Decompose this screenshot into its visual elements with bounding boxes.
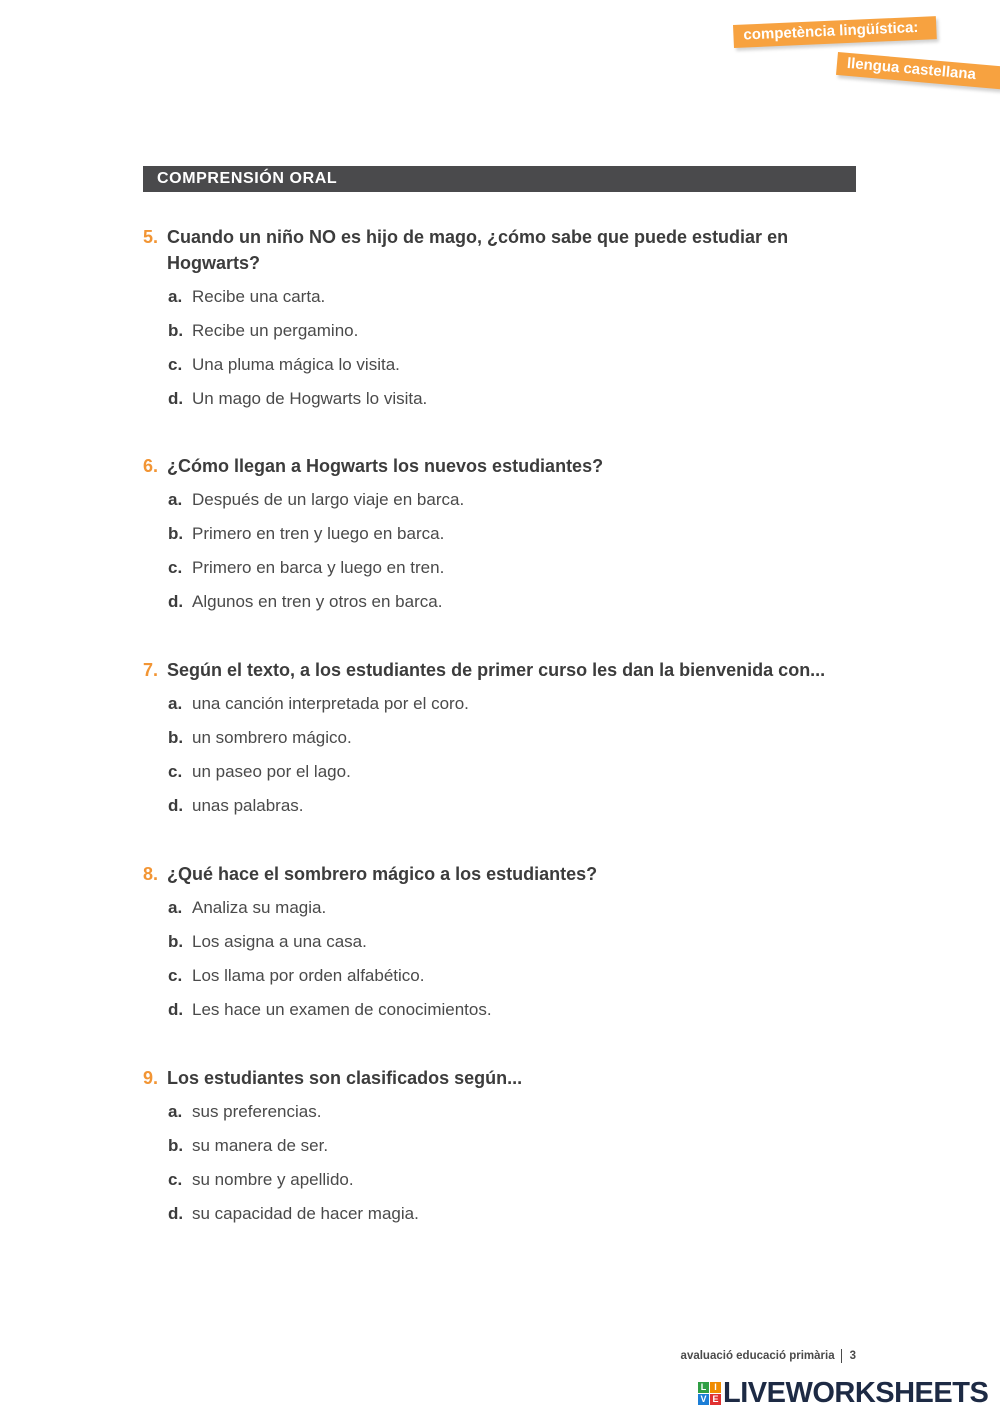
answer-option-a[interactable] xyxy=(143,693,863,727)
option-letter: d. xyxy=(168,1204,184,1223)
answer-option-d[interactable] xyxy=(143,795,863,829)
question-text: ¿Qué hace el sombrero mágico a los estudiantes? xyxy=(167,864,598,884)
logo-cell: I xyxy=(710,1382,721,1393)
option-letter: b. xyxy=(168,321,184,340)
answer-option-c[interactable] xyxy=(143,354,863,388)
question-number: 6. xyxy=(143,456,159,476)
page-number: 3 xyxy=(849,1350,856,1363)
question-heading xyxy=(143,657,863,683)
page-footer xyxy=(640,1349,856,1363)
question-heading xyxy=(143,453,863,479)
option-text: su nombre y apellido. xyxy=(192,1170,354,1189)
option-text: Recibe un pergamino. xyxy=(192,321,359,340)
answer-options xyxy=(143,693,863,829)
option-letter: a. xyxy=(168,1102,183,1121)
answer-option-d[interactable] xyxy=(143,1203,863,1237)
section-title: COMPRENSIÓN ORAL xyxy=(157,170,338,187)
question-text: ¿Cómo llegan a Hogwarts los nuevos estudiantes? xyxy=(167,456,604,476)
option-text: Algunos en tren y otros en barca. xyxy=(192,592,443,611)
option-text: un sombrero mágico. xyxy=(192,728,352,747)
option-text: Después de un largo viaje en barca. xyxy=(192,490,465,509)
answer-option-c[interactable] xyxy=(143,1169,863,1203)
question-number: 9. xyxy=(143,1068,159,1088)
option-letter: c. xyxy=(168,355,183,374)
option-text: unas palabras. xyxy=(192,796,304,815)
question-9 xyxy=(143,1065,863,1237)
question-heading xyxy=(143,1065,863,1091)
answer-options xyxy=(143,286,863,422)
footer-text: avaluació educació primària xyxy=(680,1350,835,1363)
option-letter: d. xyxy=(168,796,184,815)
option-letter: a. xyxy=(168,898,183,917)
option-letter: b. xyxy=(168,1136,184,1155)
answer-option-a[interactable] xyxy=(143,286,863,320)
option-text: Una pluma mágica lo visita. xyxy=(192,355,400,374)
option-letter: c. xyxy=(168,1170,183,1189)
option-letter: a. xyxy=(168,694,183,713)
question-5 xyxy=(143,224,863,422)
answer-option-c[interactable] xyxy=(143,557,863,591)
option-letter: b. xyxy=(168,524,184,543)
footer-divider xyxy=(841,1349,842,1363)
option-text: una canción interpretada por el coro. xyxy=(192,694,469,713)
answer-option-b[interactable] xyxy=(143,1135,863,1169)
answer-option-b[interactable] xyxy=(143,320,863,354)
question-8 xyxy=(143,861,863,1033)
option-text: Primero en tren y luego en barca. xyxy=(192,524,445,543)
answer-option-a[interactable] xyxy=(143,489,863,523)
option-text: su manera de ser. xyxy=(192,1136,329,1155)
question-6 xyxy=(143,453,863,625)
option-letter: a. xyxy=(168,287,183,306)
answer-options xyxy=(143,897,863,1033)
liveworksheets-logo xyxy=(698,1378,988,1408)
liveworksheets-mark-icon xyxy=(698,1382,721,1405)
option-text: Analiza su magia. xyxy=(192,898,327,917)
question-text: Los estudiantes son clasificados según... xyxy=(167,1068,523,1088)
logo-cell: V xyxy=(698,1394,709,1405)
option-letter: c. xyxy=(168,966,183,985)
question-text: Cuando un niño NO es hijo de mago, ¿cómo sabe que puede estudiar en Hogwarts? xyxy=(167,227,789,273)
question-heading xyxy=(143,224,863,276)
section-header-bar xyxy=(143,166,856,192)
question-number: 7. xyxy=(143,660,159,680)
option-text: Los llama por orden alfabético. xyxy=(192,966,425,985)
option-letter: d. xyxy=(168,389,184,408)
answer-option-d[interactable] xyxy=(143,591,863,625)
option-letter: b. xyxy=(168,932,184,951)
answer-option-a[interactable] xyxy=(143,897,863,931)
question-heading xyxy=(143,861,863,887)
logo-cell: E xyxy=(710,1394,721,1405)
answer-option-a[interactable] xyxy=(143,1101,863,1135)
answer-options xyxy=(143,489,863,625)
answer-option-b[interactable] xyxy=(143,931,863,965)
option-letter: a. xyxy=(168,490,183,509)
subject-tag-language: llengua castellana xyxy=(836,52,1000,89)
option-text: Los asigna a una casa. xyxy=(192,932,367,951)
answer-option-b[interactable] xyxy=(143,727,863,761)
answer-option-b[interactable] xyxy=(143,523,863,557)
answer-options xyxy=(143,1101,863,1237)
option-letter: b. xyxy=(168,728,184,747)
option-letter: c. xyxy=(168,558,183,577)
option-text: Recibe una carta. xyxy=(192,287,326,306)
option-letter: c. xyxy=(168,762,183,781)
option-text: Primero en barca y luego en tren. xyxy=(192,558,445,577)
question-number: 5. xyxy=(143,227,159,247)
option-letter: d. xyxy=(168,592,184,611)
logo-cell: L xyxy=(698,1382,709,1393)
logo-wordmark: LIVEWORKSHEETS xyxy=(723,1377,989,1409)
question-7 xyxy=(143,657,863,829)
answer-option-c[interactable] xyxy=(143,761,863,795)
option-letter: d. xyxy=(168,1000,184,1019)
answer-option-c[interactable] xyxy=(143,965,863,999)
option-text: sus preferencias. xyxy=(192,1102,322,1121)
option-text: Un mago de Hogwarts lo visita. xyxy=(192,389,428,408)
subject-tag-competence: competència lingüística: xyxy=(733,16,937,48)
question-number: 8. xyxy=(143,864,159,884)
option-text: su capacidad de hacer magia. xyxy=(192,1204,419,1223)
option-text: Les hace un examen de conocimientos. xyxy=(192,1000,492,1019)
answer-option-d[interactable] xyxy=(143,999,863,1033)
question-text: Según el texto, a los estudiantes de primer curso les dan la bienvenida con... xyxy=(167,660,826,680)
answer-option-d[interactable] xyxy=(143,388,863,422)
option-text: un paseo por el lago. xyxy=(192,762,351,781)
